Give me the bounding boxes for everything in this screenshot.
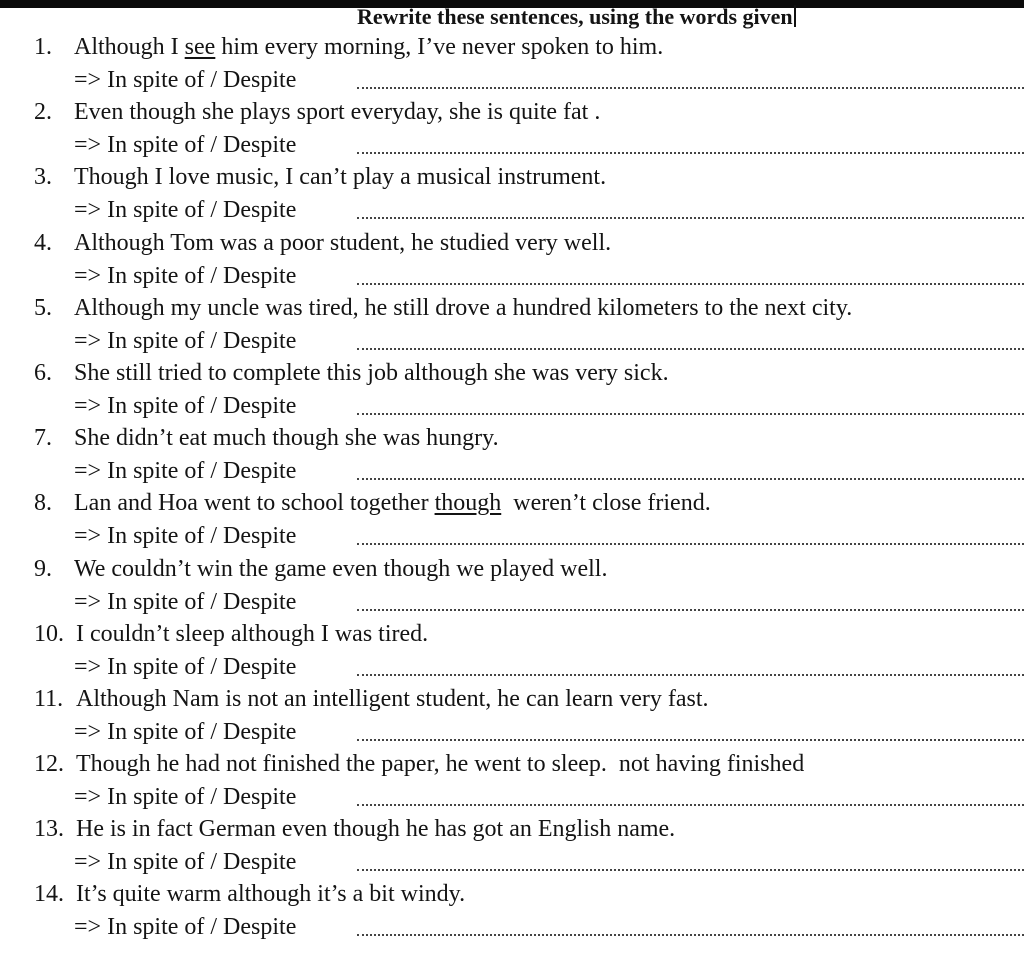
answer-blank[interactable] bbox=[357, 609, 1024, 611]
answer-blank[interactable] bbox=[357, 283, 1024, 285]
item-number: 1. bbox=[34, 34, 52, 60]
underlined-word: though bbox=[434, 490, 502, 517]
exercise-item-3 bbox=[0, 160, 1024, 225]
sentence-text: Even though she plays sport everyday, she is quite fat . bbox=[74, 99, 601, 126]
item-number: 12. bbox=[34, 751, 64, 778]
sentence-text bbox=[74, 32, 663, 62]
exercise-title-text: Rewrite these sentences, using the words given bbox=[357, 4, 793, 29]
answer-line bbox=[74, 456, 1024, 486]
sentence-part: him every morning, I’ve never spoken to him. bbox=[215, 34, 664, 60]
exercise-item-8 bbox=[0, 486, 1024, 551]
answer-blank[interactable] bbox=[357, 87, 1024, 89]
answer-line bbox=[74, 782, 1024, 812]
answer-blank[interactable] bbox=[357, 674, 1024, 676]
exercise-item-10 bbox=[0, 617, 1024, 682]
sentence-text: She didn’t eat much though she was hungry. bbox=[74, 425, 499, 452]
item-number: 8. bbox=[34, 490, 52, 517]
answer-prompt: => In spite of / Despite bbox=[74, 67, 297, 93]
sentence-text: Although my uncle was tired, he still drove a hundred kilometers to the next city. bbox=[74, 294, 853, 321]
answer-blank[interactable] bbox=[357, 739, 1024, 741]
exercise-title bbox=[357, 4, 796, 30]
item-number: 4. bbox=[34, 229, 52, 256]
sentence-text bbox=[74, 488, 711, 518]
answer-line bbox=[74, 130, 1024, 160]
answer-blank[interactable] bbox=[357, 934, 1024, 936]
answer-line bbox=[74, 326, 1024, 356]
answer-blank[interactable] bbox=[357, 478, 1024, 480]
exercise-item-1 bbox=[0, 30, 1024, 95]
answer-line bbox=[74, 65, 1024, 95]
exercise-item-11 bbox=[0, 682, 1024, 747]
answer-prompt: => In spite of / Despite bbox=[74, 588, 297, 615]
sentence-text: She still tried to complete this job although she was very sick. bbox=[74, 359, 669, 386]
underlined-word: see bbox=[184, 34, 216, 60]
sentence-text: I couldn’t sleep although I was tired. bbox=[76, 620, 429, 647]
answer-prompt: => In spite of / Despite bbox=[74, 849, 297, 876]
sentence-part: weren’t close friend. bbox=[501, 490, 711, 517]
sentence-text: It’s quite warm although it’s a bit windy. bbox=[76, 881, 466, 908]
answer-line bbox=[74, 912, 1024, 942]
answer-prompt: => In spite of / Despite bbox=[74, 327, 297, 354]
answer-line bbox=[74, 391, 1024, 421]
exercise-item-6 bbox=[0, 356, 1024, 421]
answer-line bbox=[74, 652, 1024, 682]
answer-line bbox=[74, 521, 1024, 551]
exercise-list bbox=[0, 30, 1024, 943]
answer-prompt: => In spite of / Despite bbox=[74, 784, 297, 811]
item-number: 14. bbox=[34, 881, 64, 908]
answer-blank[interactable] bbox=[357, 413, 1024, 415]
answer-prompt: => In spite of / Despite bbox=[74, 653, 297, 680]
answer-prompt: => In spite of / Despite bbox=[74, 458, 297, 485]
answer-blank[interactable] bbox=[357, 804, 1024, 806]
item-number: 6. bbox=[34, 359, 52, 386]
answer-prompt: => In spite of / Despite bbox=[74, 392, 297, 419]
answer-blank[interactable] bbox=[357, 348, 1024, 350]
exercise-item-2 bbox=[0, 95, 1024, 160]
answer-line bbox=[74, 717, 1024, 747]
sentence-text: Though he had not finished the paper, he went to sleep. not having finished bbox=[76, 751, 805, 778]
sentence-text: We couldn’t win the game even though we played well. bbox=[74, 555, 608, 582]
answer-prompt: => In spite of / Despite bbox=[74, 718, 297, 745]
item-number: 9. bbox=[34, 555, 52, 582]
answer-line bbox=[74, 587, 1024, 617]
item-number: 10. bbox=[34, 620, 64, 647]
answer-blank[interactable] bbox=[357, 217, 1024, 219]
item-number: 11. bbox=[34, 685, 64, 712]
answer-blank[interactable] bbox=[357, 152, 1024, 154]
sentence-part: Lan and Hoa went to school together bbox=[74, 490, 435, 517]
sentence-text: Though I love music, I can’t play a musical instrument. bbox=[74, 164, 607, 191]
answer-line bbox=[74, 261, 1024, 291]
answer-line bbox=[74, 195, 1024, 225]
sentence-part: Although I bbox=[74, 34, 185, 60]
exercise-item-4 bbox=[0, 226, 1024, 291]
sentence-text: He is in fact German even though he has got an English name. bbox=[76, 816, 676, 843]
answer-blank[interactable] bbox=[357, 869, 1024, 871]
answer-blank[interactable] bbox=[357, 543, 1024, 545]
answer-prompt: => In spite of / Despite bbox=[74, 914, 297, 941]
item-number: 5. bbox=[34, 294, 52, 321]
item-number: 3. bbox=[34, 164, 52, 191]
item-number: 7. bbox=[34, 425, 52, 452]
answer-prompt: => In spite of / Despite bbox=[74, 132, 297, 159]
answer-prompt: => In spite of / Despite bbox=[74, 197, 297, 224]
exercise-item-13 bbox=[0, 812, 1024, 877]
exercise-item-7 bbox=[0, 421, 1024, 486]
answer-prompt: => In spite of / Despite bbox=[74, 262, 297, 289]
exercise-item-12 bbox=[0, 747, 1024, 812]
sentence-text: Although Nam is not an intelligent student, he can learn very fast. bbox=[76, 685, 709, 712]
answer-prompt: => In spite of / Despite bbox=[74, 523, 297, 550]
item-number: 2. bbox=[34, 99, 52, 126]
exercise-item-9 bbox=[0, 552, 1024, 617]
sentence-text: Although Tom was a poor student, he studied very well. bbox=[74, 229, 612, 256]
exercise-item-14 bbox=[0, 877, 1024, 942]
item-number: 13. bbox=[34, 816, 64, 843]
text-cursor bbox=[794, 5, 796, 27]
exercise-item-5 bbox=[0, 291, 1024, 356]
answer-line bbox=[74, 847, 1024, 877]
